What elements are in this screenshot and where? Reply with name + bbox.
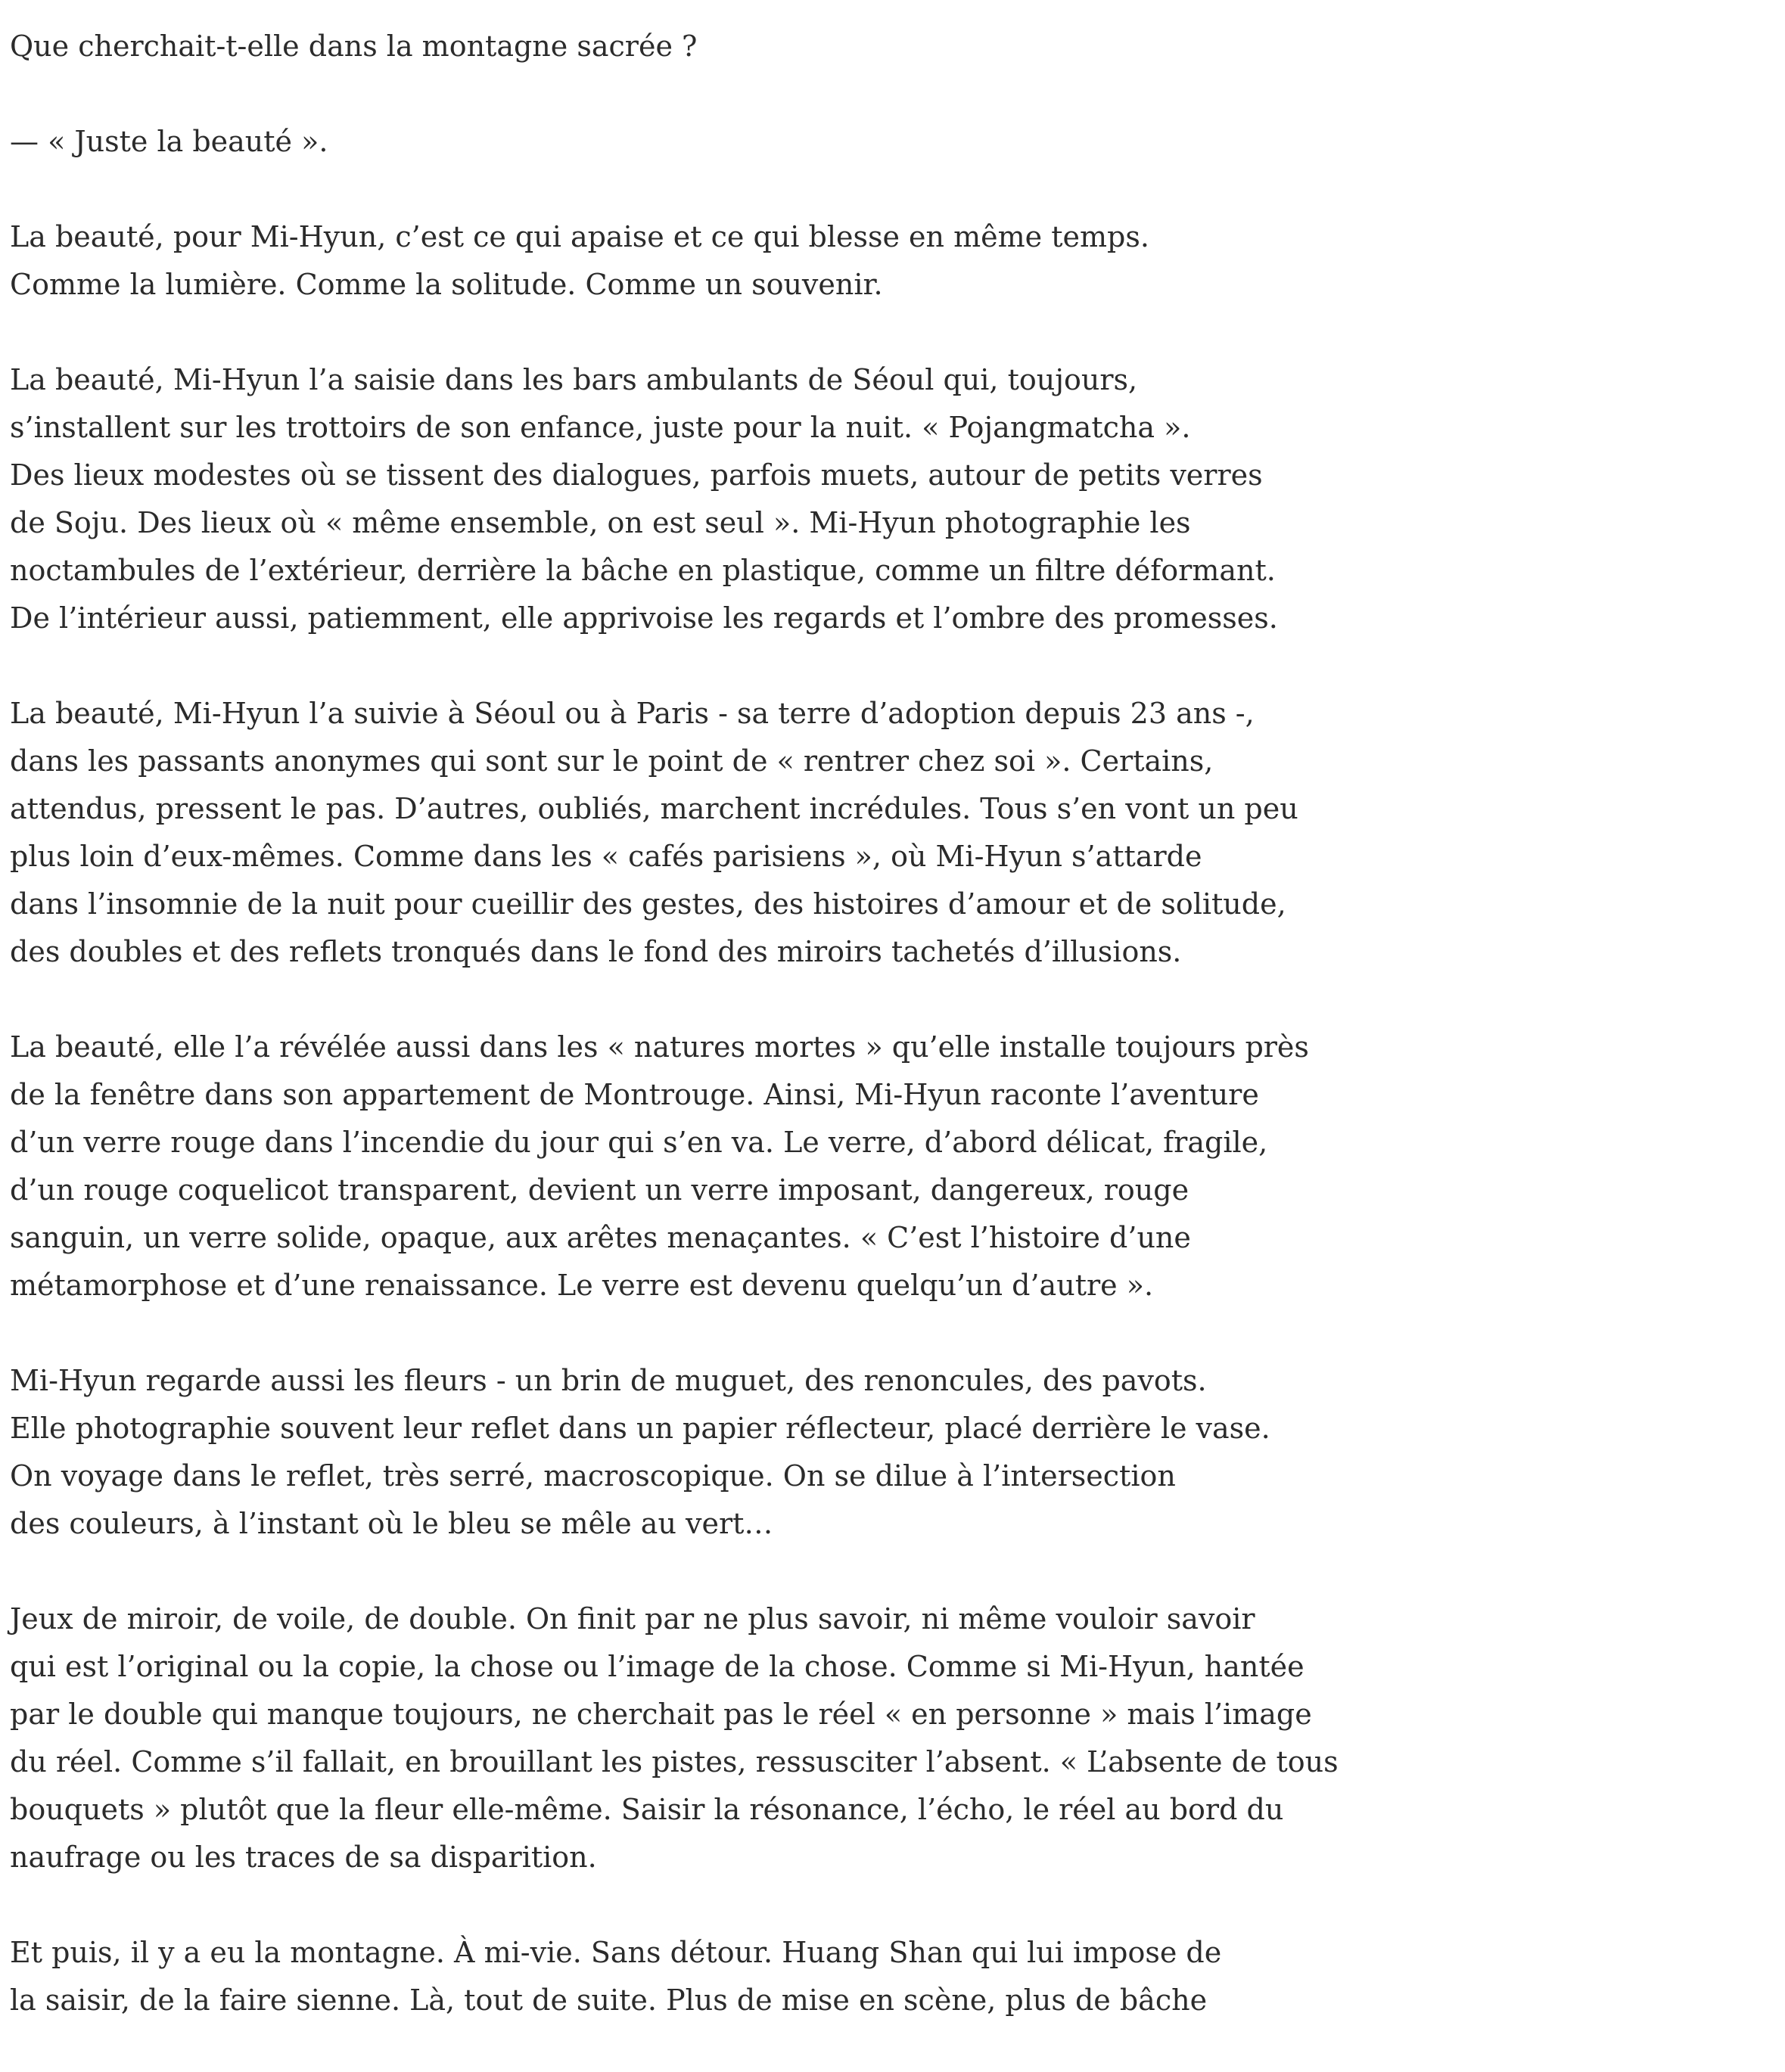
text-line: plus loin d’eux-mêmes. Comme dans les « cafés parisiens », où Mi-Hyun s’attarde [10, 840, 1202, 873]
text-line: — « Juste la beauté ». [10, 125, 328, 158]
text-line: Que cherchait-t-elle dans la montagne sacrée ? [10, 30, 698, 63]
text-line: de la fenêtre dans son appartement de Montrouge. Ainsi, Mi-Hyun raconte l’aventure [10, 1078, 1259, 1111]
text-line: de Soju. Des lieux où « même ensemble, on est seul ». Mi-Hyun photographie les [10, 506, 1191, 539]
article-body [10, 23, 1750, 2072]
paragraph-seoul-bars [10, 356, 1750, 642]
paragraph-still-life [10, 1024, 1750, 1309]
paragraph-beauty-definition [10, 213, 1750, 309]
paragraph-answer-quote [10, 118, 1750, 166]
text-line: La beauté, Mi-Hyun l’a suivie à Séoul ou à Paris - sa terre d’adoption depuis 23 ans -, [10, 697, 1255, 730]
text-line: On voyage dans le reflet, très serré, macroscopique. On se dilue à l’intersection [10, 1459, 1176, 1493]
text-line: qui est l’original ou la copie, la chose ou l’image de la chose. Comme si Mi-Hyun, hantée [10, 1650, 1305, 1683]
text-line: La beauté, elle l’a révélée aussi dans les « natures mortes » qu’elle installe toujours près [10, 1030, 1309, 1064]
text-line: La beauté, Mi-Hyun l’a saisie dans les bars ambulants de Séoul qui, toujours, [10, 363, 1138, 396]
text-line: d’un verre rouge dans l’incendie du jour qui s’en va. Le verre, d’abord délicat, fragile, [10, 1126, 1268, 1159]
text-line: Mi-Hyun regarde aussi les fleurs - un brin de muguet, des renoncules, des pavots. [10, 1364, 1207, 1397]
paragraph-question [10, 23, 1750, 70]
text-line: s’installent sur les trottoirs de son enfance, juste pour la nuit. « Pojangmatcha ». [10, 411, 1191, 444]
text-line: noctambules de l’extérieur, derrière la bâche en plastique, comme un filtre déformant. [10, 554, 1276, 587]
text-line: dans les passants anonymes qui sont sur le point de « rentrer chez soi ». Certains, [10, 744, 1214, 778]
paragraph-flowers [10, 1357, 1750, 1548]
text-line: d’un rouge coquelicot transparent, devient un verre imposant, dangereux, rouge [10, 1173, 1189, 1207]
text-line: par le double qui manque toujours, ne cherchait pas le réel « en personne » mais l’image [10, 1698, 1312, 1731]
text-line: bouquets » plutôt que la fleur elle-même. Saisir la résonance, l’écho, le réel au bord du [10, 1793, 1284, 1826]
text-line: du réel. Comme s’il fallait, en brouillant les pistes, ressusciter l’absent. « L’absente de tous [10, 1745, 1339, 1778]
text-line: sanguin, un verre solide, opaque, aux arêtes menaçantes. « C’est l’histoire d’une [10, 1221, 1191, 1254]
text-line: La beauté, pour Mi-Hyun, c’est ce qui apaise et ce qui blesse en même temps. [10, 220, 1149, 253]
text-line: Et puis, il y a eu la montagne. À mi-vie. Sans détour. Huang Shan qui lui impose de [10, 1936, 1222, 1969]
text-line: Elle photographie souvent leur reflet dans un papier réflecteur, placé derrière le vase. [10, 1412, 1270, 1445]
text-line: De l’intérieur aussi, patiemment, elle apprivoise les regards et l’ombre des promesses. [10, 601, 1278, 635]
text-line: Des lieux modestes où se tissent des dialogues, parfois muets, autour de petits verres [10, 458, 1263, 492]
text-line: des doubles et des reflets tronqués dans le fond des miroirs tachetés d’illusions. [10, 935, 1182, 968]
paragraph-mirror-games [10, 1595, 1750, 1881]
text-line: Comme la lumière. Comme la solitude. Comme un souvenir. [10, 268, 883, 301]
text-line: la saisir, de la faire sienne. Là, tout de suite. Plus de mise en scène, plus de bâche [10, 1983, 1208, 2017]
text-line: Jeux de miroir, de voile, de double. On finit par ne plus savoir, ni même vouloir savoir [10, 1602, 1255, 1636]
text-line: naufrage ou les traces de sa disparition. [10, 1841, 597, 1874]
text-line: dans l’insomnie de la nuit pour cueillir des gestes, des histoires d’amour et de solitude, [10, 887, 1286, 921]
paragraph-mountain [10, 1929, 1750, 2024]
text-line: métamorphose et d’une renaissance. Le verre est devenu quelqu’un d’autre ». [10, 1269, 1154, 1302]
text-line: attendus, pressent le pas. D’autres, oubliés, marchent incrédules. Tous s’en vont un peu [10, 792, 1298, 825]
paragraph-passersby [10, 690, 1750, 976]
text-line: des couleurs, à l’instant où le bleu se mêle au vert… [10, 1507, 773, 1540]
